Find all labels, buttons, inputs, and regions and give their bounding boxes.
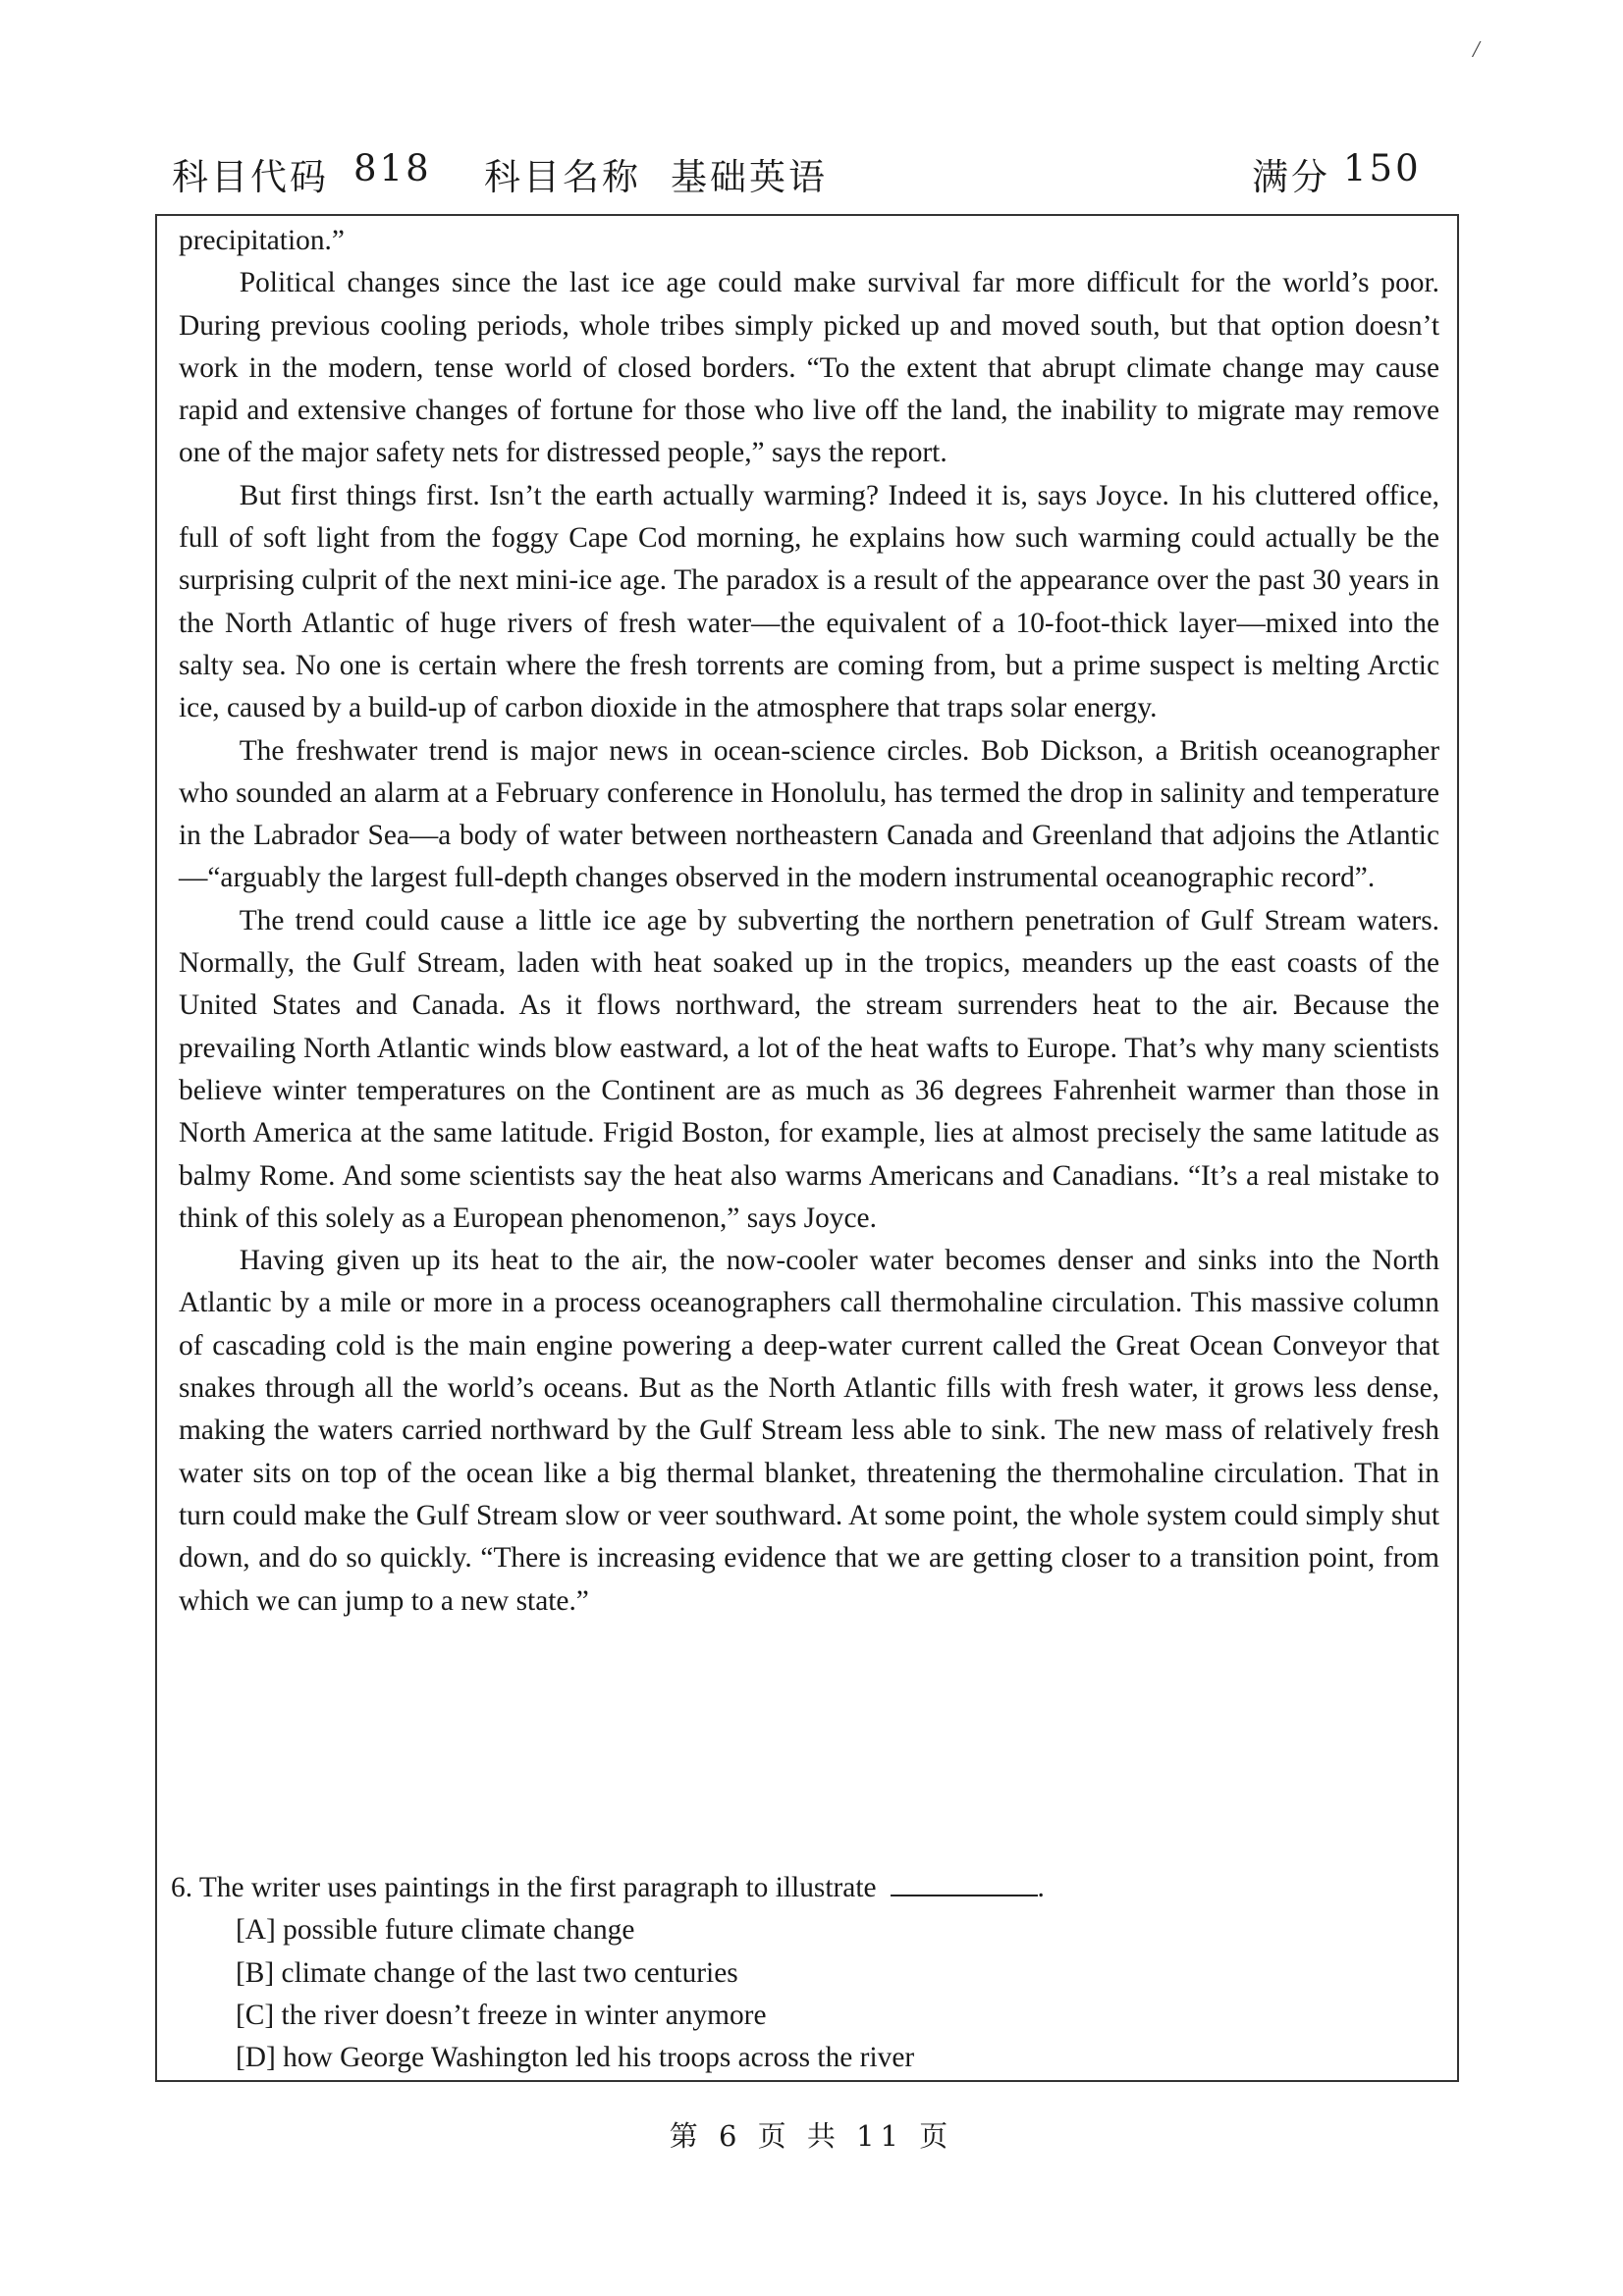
passage-paragraph: The trend could cause a little ice age by subverting the northern penetration of Gulf Stream waters. Normally, the Gulf Stream, laden with heat soaked up in the tropics, meanders up the east coasts of the United States and Canada. As it flows northward, the stream surrenders heat to the air. Because the prevailing North Atlantic winds blow eastward, a lot of the heat wafts to Europe. That’s why many scientists believe winter temperatures on the Continent are as much as 36 degrees Fahrenheit warmer than those in North America at the same latitude. Frigid Boston, for example, lies at almost precisely the same latitude as balmy Rome. And some scientists say the heat also warms Americans and Canadians. “It’s a real mistake to think of this solely as a European phenomenon,” says Joyce. <box>179 904 1439 1234</box>
passage-paragraph: Political changes since the last ice age could make survival far more difficult for the world’s poor. During previous cooling periods, whole tribes simply picked up and moved south, but that option doesn’t work in the modern, tense world of closed borders. “To the extent that abrupt climate change may cause rapid and extensive changes of fortune for those who live off the land, the inability to migrate may remove one of the major safety nets for distressed people,” says the report. <box>179 267 1439 469</box>
option-b: [B] climate change of the last two centuries <box>236 1956 738 1989</box>
question-6 <box>171 1867 1439 2079</box>
subject-code-value: 818 <box>353 147 432 189</box>
question-stem-line <box>171 1867 1439 1909</box>
passage-fragment: precipitation.” <box>179 225 345 256</box>
full-score-value: 150 <box>1343 147 1422 189</box>
reading-passage <box>179 220 1439 1623</box>
subject-name-label: 科目名称 <box>484 156 641 198</box>
option-d: [D] how George Washington led his troops across the river <box>236 2042 915 2074</box>
option-c: [C] the river doesn’t freeze in winter anymore <box>236 1999 767 2031</box>
exam-header <box>172 147 1422 206</box>
subject-code-label: 科目代码 <box>172 156 329 198</box>
passage-paragraph: But first things first. Isn’t the earth actually warming? Indeed it is, says Joyce. In his cluttered office, full of soft light from the foggy Cape Cod morning, he explains how such warming could actually be the surprising culprit of the next mini-ice age. The paradox is a result of the appearance over the past 30 years in the North Atlantic of huge rivers of fresh water—the equivalent of a 10-foot-thick layer—mixed into the salty sea. No one is certain where the fresh torrents are coming from, but a prime suspect is melting Arctic ice, caused by a build-up of carbon dioxide in the atmosphere that traps solar energy. <box>179 479 1439 724</box>
passage-paragraph: Having given up its heat to the air, the now-cooler water becomes denser and sinks into the North Atlantic by a mile or more in a process oceanographers call thermohaline circulation. This massive column of cascading cold is the main engine powering a deep-water current called the Great Ocean Conveyor that snakes through all the world’s oceans. But as the North Atlantic fills with fresh water, it grows less dense, making the waters carried northward by the Gulf Stream less able to sink. The new mass of relatively fresh water sits on top of the ocean like a big thermal blanket, threatening the thermohaline circulation. That in turn could make the Gulf Stream slow or veer southward. At some point, the whole system could simply shut down, and do so quickly. “There is increasing evidence that we are getting closer to a transition point, from which we can jump to a new state.” <box>179 1245 1439 1617</box>
subject-name-value: 基础英语 <box>671 156 828 198</box>
stray-mark: / <box>1473 37 1480 63</box>
page-number: 第 6 页 共 11 页 <box>669 2119 954 2153</box>
question-end-punct: . <box>1037 1872 1045 1903</box>
option-a: [A] possible future climate change <box>236 1914 635 1947</box>
question-stem: 6. The writer uses paintings in the first paragraph to illustrate <box>171 1872 877 1903</box>
answer-blank <box>891 1869 1038 1896</box>
full-score-label: 满分 <box>1252 156 1330 198</box>
passage-paragraph: The freshwater trend is major news in ocean-science circles. Bob Dickson, a British oceanographer who sounded an alarm at a February conference in Honolulu, has termed the drop in salinity and temperature in the Labrador Sea—a body of water between northeastern Canada and Greenland that adjoins the Atlantic—“arguably the largest full-depth changes observed in the modern instrumental oceanographic record”. <box>179 734 1439 894</box>
content-frame <box>155 214 1459 2082</box>
